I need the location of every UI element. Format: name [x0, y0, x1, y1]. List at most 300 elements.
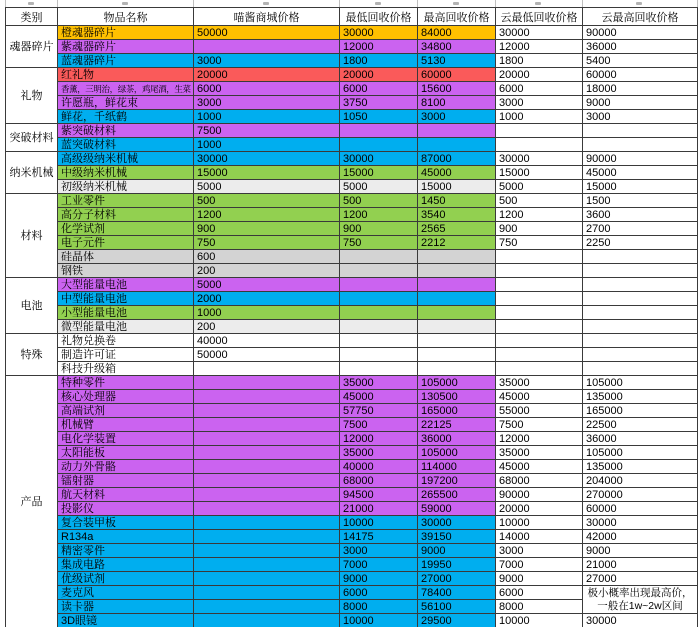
min-price-cell[interactable] — [340, 278, 418, 292]
mall-price-cell[interactable] — [194, 446, 340, 460]
min-price-cell[interactable]: 9000 — [340, 572, 418, 586]
cloud-min-price-cell[interactable]: 3000 — [496, 96, 583, 110]
item-name-cell[interactable]: 工业零件 — [58, 194, 194, 208]
min-price-cell[interactable]: 35000 — [340, 446, 418, 460]
max-price-cell[interactable] — [418, 320, 496, 334]
min-price-cell[interactable]: 500 — [340, 194, 418, 208]
mall-price-cell[interactable]: 50000 — [194, 348, 340, 362]
table-row — [6, 124, 698, 138]
cloud-min-price-cell[interactable]: 3000 — [496, 544, 583, 558]
max-price-cell[interactable]: 5130 — [418, 54, 496, 68]
cloud-min-price-cell[interactable] — [496, 250, 583, 264]
min-price-cell[interactable] — [340, 362, 418, 376]
item-name-cell[interactable]: 动力外骨骼 — [58, 460, 194, 474]
cloud-max-price-cell[interactable] — [583, 264, 698, 278]
cloud-min-price-cell[interactable]: 15000 — [496, 166, 583, 180]
table-row — [6, 614, 698, 627]
min-price-cell[interactable]: 6000 — [340, 82, 418, 96]
max-price-cell[interactable]: 84000 — [418, 26, 496, 40]
mall-price-cell[interactable]: 50000 — [194, 26, 340, 40]
gridline — [5, 0, 6, 7]
col-header-mall-price[interactable]: 喵酱商城价格 — [194, 8, 340, 26]
mall-price-cell[interactable] — [194, 544, 340, 558]
min-price-cell[interactable]: 12000 — [340, 432, 418, 446]
cloud-max-price-cell[interactable]: 9000 — [583, 96, 698, 110]
cloud-max-price-cell[interactable]: 3000 — [583, 110, 698, 124]
min-price-cell[interactable]: 1200 — [340, 208, 418, 222]
max-price-cell[interactable] — [418, 250, 496, 264]
item-name-cell[interactable]: 机械臂 — [58, 418, 194, 432]
item-name-cell[interactable]: R134a — [58, 530, 194, 544]
item-name-cell[interactable]: 镭射器 — [58, 474, 194, 488]
cloud-max-price-cell[interactable]: 45000 — [583, 166, 698, 180]
min-price-cell[interactable] — [340, 138, 418, 152]
table-row — [6, 404, 698, 418]
min-price-cell[interactable] — [340, 264, 418, 278]
min-price-cell[interactable]: 3000 — [340, 544, 418, 558]
max-price-cell[interactable]: 105000 — [418, 446, 496, 460]
cloud-min-price-cell[interactable] — [496, 306, 583, 320]
cloud-min-price-cell[interactable]: 1000 — [496, 110, 583, 124]
col-header-cloud-max-price[interactable]: 云最高回收价格 — [583, 8, 698, 26]
max-price-cell[interactable] — [418, 278, 496, 292]
max-price-cell[interactable]: 59000 — [418, 502, 496, 516]
max-price-cell[interactable]: 2212 — [418, 236, 496, 250]
category-cell[interactable]: 突破材料 — [6, 124, 58, 152]
min-price-cell[interactable]: 35000 — [340, 376, 418, 390]
item-name-cell[interactable]: 高端试剂 — [58, 404, 194, 418]
max-price-cell[interactable]: 22125 — [418, 418, 496, 432]
item-name-cell[interactable]: 制造许可证 — [58, 348, 194, 362]
item-name-cell[interactable]: 3D眼镜 — [58, 614, 194, 627]
min-price-cell[interactable]: 30000 — [340, 26, 418, 40]
item-name-cell[interactable]: 许愿瓶，鲜花束 — [58, 96, 194, 110]
max-price-cell[interactable]: 1450 — [418, 194, 496, 208]
cloud-min-price-cell[interactable]: 10000 — [496, 614, 583, 627]
cloud-max-price-cell[interactable] — [583, 292, 698, 306]
cloud-max-price-cell[interactable]: 27000 — [583, 572, 698, 586]
table-row — [6, 180, 698, 194]
table-row — [6, 572, 698, 586]
item-name-cell[interactable]: 太阳能板 — [58, 446, 194, 460]
mall-price-cell[interactable] — [194, 572, 340, 586]
column-letter-fragment — [636, 2, 642, 5]
cloud-min-price-cell[interactable] — [496, 278, 583, 292]
max-price-cell[interactable]: 45000 — [418, 166, 496, 180]
item-name-cell[interactable]: 香薰，三明治，绿茶，鸡尾酒，生菜 — [58, 82, 194, 96]
cloud-max-price-cell[interactable]: 2700 — [583, 222, 698, 236]
max-price-cell[interactable]: 15600 — [418, 82, 496, 96]
mall-price-cell[interactable] — [194, 390, 340, 404]
max-price-cell[interactable]: 3000 — [418, 110, 496, 124]
cloud-max-price-cell[interactable]: 15000 — [583, 180, 698, 194]
cloud-max-price-cell[interactable]: 165000 — [583, 404, 698, 418]
mall-price-cell[interactable]: 1200 — [194, 208, 340, 222]
item-name-cell[interactable]: 中型能量电池 — [58, 292, 194, 306]
mall-price-cell[interactable] — [194, 488, 340, 502]
min-price-cell[interactable]: 5000 — [340, 180, 418, 194]
table-row — [6, 166, 698, 180]
note-cell[interactable] — [583, 586, 698, 614]
item-name-cell[interactable]: 蓝突破材料 — [58, 138, 194, 152]
table-row — [6, 586, 698, 600]
item-name-cell[interactable]: 特种零件 — [58, 376, 194, 390]
item-name-cell[interactable]: 钢铁 — [58, 264, 194, 278]
cloud-max-price-cell[interactable]: 270000 — [583, 488, 698, 502]
item-name-cell[interactable]: 紫突破材料 — [58, 124, 194, 138]
table-row — [6, 54, 698, 68]
cloud-max-price-cell[interactable]: 105000 — [583, 376, 698, 390]
table-row — [6, 250, 698, 264]
max-price-cell[interactable]: 165000 — [418, 404, 496, 418]
item-name-cell[interactable]: 高级级纳米机械 — [58, 152, 194, 166]
cloud-max-price-cell[interactable]: 36000 — [583, 40, 698, 54]
mall-price-cell[interactable] — [194, 502, 340, 516]
gridline — [697, 0, 698, 7]
max-price-cell[interactable]: 130500 — [418, 390, 496, 404]
cloud-min-price-cell[interactable]: 7500 — [496, 418, 583, 432]
min-price-cell[interactable]: 20000 — [340, 68, 418, 82]
max-price-cell[interactable]: 29500 — [418, 614, 496, 627]
cloud-min-price-cell[interactable]: 10000 — [496, 516, 583, 530]
column-letter-fragment — [453, 2, 459, 5]
cloud-max-price-cell[interactable] — [583, 306, 698, 320]
item-name-cell[interactable]: 中级纳米机械 — [58, 166, 194, 180]
cloud-min-price-cell[interactable]: 5000 — [496, 180, 583, 194]
cloud-max-price-cell[interactable]: 204000 — [583, 474, 698, 488]
category-cell[interactable]: 产品 — [6, 376, 58, 627]
min-price-cell[interactable]: 57750 — [340, 404, 418, 418]
item-name-cell[interactable]: 礼物兑换卷 — [58, 334, 194, 348]
min-price-cell[interactable]: 21000 — [340, 502, 418, 516]
min-price-cell[interactable] — [340, 306, 418, 320]
mall-price-cell[interactable]: 7500 — [194, 124, 340, 138]
mall-price-cell[interactable]: 1000 — [194, 306, 340, 320]
cloud-min-price-cell[interactable] — [496, 264, 583, 278]
max-price-cell[interactable] — [418, 362, 496, 376]
cloud-max-price-cell[interactable]: 60000 — [583, 502, 698, 516]
max-price-cell[interactable]: 114000 — [418, 460, 496, 474]
mall-price-cell[interactable] — [194, 614, 340, 627]
min-price-cell[interactable]: 10000 — [340, 516, 418, 530]
category-cell[interactable]: 礼物 — [6, 68, 58, 124]
min-price-cell[interactable]: 30000 — [340, 152, 418, 166]
cloud-min-price-cell[interactable] — [496, 292, 583, 306]
mall-price-cell[interactable]: 1000 — [194, 138, 340, 152]
mall-price-cell[interactable]: 600 — [194, 250, 340, 264]
cloud-min-price-cell[interactable] — [496, 348, 583, 362]
item-name-cell[interactable]: 集成电路 — [58, 558, 194, 572]
table-row — [6, 82, 698, 96]
item-name-cell[interactable]: 精密零件 — [58, 544, 194, 558]
min-price-cell[interactable]: 1800 — [340, 54, 418, 68]
cloud-min-price-cell[interactable]: 90000 — [496, 488, 583, 502]
max-price-cell[interactable]: 60000 — [418, 68, 496, 82]
item-name-cell[interactable]: 硅晶体 — [58, 250, 194, 264]
max-price-cell[interactable]: 105000 — [418, 376, 496, 390]
cloud-min-price-cell[interactable]: 30000 — [496, 26, 583, 40]
table-row — [6, 110, 698, 124]
cloud-max-price-cell[interactable]: 90000 — [583, 26, 698, 40]
mall-price-cell[interactable] — [194, 362, 340, 376]
max-price-cell[interactable]: 87000 — [418, 152, 496, 166]
item-name-cell[interactable]: 核心处理器 — [58, 390, 194, 404]
min-price-cell[interactable]: 15000 — [340, 166, 418, 180]
cloud-max-price-cell[interactable]: 135000 — [583, 460, 698, 474]
max-price-cell[interactable] — [418, 124, 496, 138]
cloud-min-price-cell[interactable]: 20000 — [496, 502, 583, 516]
cloud-min-price-cell[interactable] — [496, 334, 583, 348]
mall-price-cell[interactable]: 200 — [194, 264, 340, 278]
mall-price-cell[interactable]: 5000 — [194, 278, 340, 292]
mall-price-cell[interactable] — [194, 586, 340, 600]
cloud-max-price-cell[interactable]: 1500 — [583, 194, 698, 208]
min-price-cell[interactable] — [340, 124, 418, 138]
min-price-cell[interactable]: 12000 — [340, 40, 418, 54]
table-row — [6, 418, 698, 432]
min-price-cell[interactable]: 7000 — [340, 558, 418, 572]
mall-price-cell[interactable]: 20000 — [194, 68, 340, 82]
cloud-min-price-cell[interactable]: 35000 — [496, 446, 583, 460]
cloud-max-price-cell[interactable]: 5400 — [583, 54, 698, 68]
mall-price-cell[interactable] — [194, 558, 340, 572]
cloud-min-price-cell[interactable]: 500 — [496, 194, 583, 208]
category-cell[interactable]: 特殊 — [6, 334, 58, 376]
category-cell[interactable]: 纳米机械 — [6, 152, 58, 194]
column-letter-fragment — [375, 2, 381, 5]
min-price-cell[interactable] — [340, 348, 418, 362]
table-row — [6, 376, 698, 390]
cloud-max-price-cell[interactable] — [583, 124, 698, 138]
cloud-min-price-cell[interactable]: 14000 — [496, 530, 583, 544]
item-name-cell[interactable]: 微型能量电池 — [58, 320, 194, 334]
mall-price-cell[interactable]: 3000 — [194, 54, 340, 68]
mall-price-cell[interactable]: 5000 — [194, 180, 340, 194]
mall-price-cell[interactable]: 750 — [194, 236, 340, 250]
item-name-cell[interactable]: 麦克风 — [58, 586, 194, 600]
cloud-max-price-cell[interactable]: 21000 — [583, 558, 698, 572]
cloud-max-price-cell[interactable] — [583, 362, 698, 376]
item-name-cell[interactable]: 红礼物 — [58, 68, 194, 82]
cloud-min-price-cell[interactable]: 12000 — [496, 40, 583, 54]
item-name-cell[interactable]: 鲜花，千纸鹤 — [58, 110, 194, 124]
cloud-min-price-cell[interactable]: 750 — [496, 236, 583, 250]
cloud-max-price-cell[interactable] — [583, 138, 698, 152]
mall-price-cell[interactable] — [194, 516, 340, 530]
max-price-cell[interactable]: 36000 — [418, 432, 496, 446]
min-price-cell[interactable]: 45000 — [340, 390, 418, 404]
mall-price-cell[interactable] — [194, 418, 340, 432]
max-price-cell[interactable]: 9000 — [418, 544, 496, 558]
cloud-min-price-cell[interactable]: 68000 — [496, 474, 583, 488]
min-price-cell[interactable]: 1050 — [340, 110, 418, 124]
max-price-cell[interactable]: 2565 — [418, 222, 496, 236]
item-name-cell[interactable]: 初级纳米机械 — [58, 180, 194, 194]
max-price-cell[interactable]: 3540 — [418, 208, 496, 222]
cloud-min-price-cell[interactable] — [496, 320, 583, 334]
note-line: 一般在1w~2w区间 — [597, 599, 683, 612]
cloud-min-price-cell[interactable]: 8000 — [496, 600, 583, 614]
mall-price-cell[interactable] — [194, 474, 340, 488]
min-price-cell[interactable]: 750 — [340, 236, 418, 250]
col-header-max-price[interactable]: 最高回收价格 — [418, 8, 496, 26]
mall-price-cell[interactable] — [194, 432, 340, 446]
max-price-cell[interactable] — [418, 306, 496, 320]
min-price-cell[interactable]: 14175 — [340, 530, 418, 544]
min-price-cell[interactable] — [340, 250, 418, 264]
max-price-cell[interactable]: 34800 — [418, 40, 496, 54]
min-price-cell[interactable] — [340, 334, 418, 348]
max-price-cell[interactable]: 19950 — [418, 558, 496, 572]
mall-price-cell[interactable]: 6000 — [194, 82, 340, 96]
cloud-max-price-cell[interactable]: 18000 — [583, 82, 698, 96]
item-name-cell[interactable]: 化学试剂 — [58, 222, 194, 236]
table-row — [6, 194, 698, 208]
cloud-max-price-cell[interactable]: 9000 — [583, 544, 698, 558]
cloud-min-price-cell[interactable] — [496, 138, 583, 152]
mall-price-cell[interactable]: 3000 — [194, 96, 340, 110]
cloud-min-price-cell[interactable]: 12000 — [496, 432, 583, 446]
col-header-item-name[interactable]: 物品名称 — [58, 8, 194, 26]
max-price-cell[interactable]: 197200 — [418, 474, 496, 488]
cloud-max-price-cell[interactable] — [583, 250, 698, 264]
max-price-cell[interactable]: 27000 — [418, 572, 496, 586]
item-name-cell[interactable]: 航天材料 — [58, 488, 194, 502]
cloud-max-price-cell[interactable]: 30000 — [583, 516, 698, 530]
item-name-cell[interactable]: 读卡器 — [58, 600, 194, 614]
item-name-cell[interactable]: 紫魂器碎片 — [58, 40, 194, 54]
item-name-cell[interactable]: 小型能量电池 — [58, 306, 194, 320]
gridline — [582, 0, 583, 7]
table-row — [6, 362, 698, 376]
cloud-min-price-cell[interactable]: 45000 — [496, 460, 583, 474]
max-price-cell[interactable] — [418, 348, 496, 362]
max-price-cell[interactable]: 78400 — [418, 586, 496, 600]
min-price-cell[interactable]: 10000 — [340, 614, 418, 627]
max-price-cell[interactable] — [418, 264, 496, 278]
cloud-min-price-cell[interactable]: 900 — [496, 222, 583, 236]
category-cell[interactable]: 材料 — [6, 194, 58, 278]
min-price-cell[interactable]: 3750 — [340, 96, 418, 110]
mall-price-cell[interactable]: 2000 — [194, 292, 340, 306]
item-name-cell[interactable]: 高分子材料 — [58, 208, 194, 222]
min-price-cell[interactable] — [340, 292, 418, 306]
item-name-cell[interactable]: 复合装甲板 — [58, 516, 194, 530]
cloud-max-price-cell[interactable]: 90000 — [583, 152, 698, 166]
cloud-min-price-cell[interactable]: 7000 — [496, 558, 583, 572]
cloud-min-price-cell[interactable]: 35000 — [496, 376, 583, 390]
mall-price-cell[interactable] — [194, 600, 340, 614]
max-price-cell[interactable]: 15000 — [418, 180, 496, 194]
min-price-cell[interactable]: 8000 — [340, 600, 418, 614]
category-cell[interactable]: 魂器碎片 — [6, 26, 58, 68]
cloud-min-price-cell[interactable]: 20000 — [496, 68, 583, 82]
cloud-max-price-cell[interactable] — [583, 320, 698, 334]
cloud-min-price-cell[interactable]: 6000 — [496, 586, 583, 600]
mall-price-cell[interactable]: 30000 — [194, 152, 340, 166]
cloud-max-price-cell[interactable]: 22500 — [583, 418, 698, 432]
gridline — [417, 0, 418, 7]
max-price-cell[interactable]: 265500 — [418, 488, 496, 502]
cloud-max-price-cell[interactable] — [583, 278, 698, 292]
mall-price-cell[interactable] — [194, 376, 340, 390]
min-price-cell[interactable] — [340, 320, 418, 334]
mall-price-cell[interactable] — [194, 40, 340, 54]
cloud-max-price-cell[interactable]: 36000 — [583, 432, 698, 446]
cloud-max-price-cell[interactable]: 42000 — [583, 530, 698, 544]
cloud-max-price-cell[interactable]: 135000 — [583, 390, 698, 404]
mall-price-cell[interactable]: 200 — [194, 320, 340, 334]
max-price-cell[interactable]: 30000 — [418, 516, 496, 530]
cloud-max-price-cell[interactable]: 60000 — [583, 68, 698, 82]
min-price-cell[interactable]: 900 — [340, 222, 418, 236]
cloud-min-price-cell[interactable]: 55000 — [496, 404, 583, 418]
item-name-cell[interactable]: 蓝魂器碎片 — [58, 54, 194, 68]
table-row — [6, 502, 698, 516]
item-name-cell[interactable]: 橙魂器碎片 — [58, 26, 194, 40]
mall-price-cell[interactable] — [194, 460, 340, 474]
cloud-min-price-cell[interactable] — [496, 124, 583, 138]
item-name-cell[interactable]: 投影仪 — [58, 502, 194, 516]
cloud-max-price-cell[interactable]: 3600 — [583, 208, 698, 222]
item-name-cell[interactable]: 电化学装置 — [58, 432, 194, 446]
cloud-min-price-cell[interactable]: 45000 — [496, 390, 583, 404]
mall-price-cell[interactable]: 40000 — [194, 334, 340, 348]
cloud-min-price-cell[interactable]: 9000 — [496, 572, 583, 586]
col-header-category[interactable]: 类别 — [6, 8, 58, 26]
item-name-cell[interactable]: 大型能量电池 — [58, 278, 194, 292]
cloud-max-price-cell[interactable]: 105000 — [583, 446, 698, 460]
mall-price-cell[interactable]: 1000 — [194, 110, 340, 124]
max-price-cell[interactable]: 56100 — [418, 600, 496, 614]
cloud-max-price-cell[interactable] — [583, 334, 698, 348]
item-name-cell[interactable]: 电子元件 — [58, 236, 194, 250]
min-price-cell[interactable]: 6000 — [340, 586, 418, 600]
cloud-max-price-cell[interactable]: 2250 — [583, 236, 698, 250]
col-header-cloud-min-price[interactable]: 云最低回收价格 — [496, 8, 583, 26]
price-table — [5, 7, 698, 627]
category-cell[interactable]: 电池 — [6, 278, 58, 334]
mall-price-cell[interactable]: 500 — [194, 194, 340, 208]
cloud-min-price-cell[interactable] — [496, 362, 583, 376]
table-row — [6, 222, 698, 236]
min-price-cell[interactable]: 40000 — [340, 460, 418, 474]
min-price-cell[interactable]: 94500 — [340, 488, 418, 502]
item-name-cell[interactable]: 优级试剂 — [58, 572, 194, 586]
mall-price-cell[interactable] — [194, 530, 340, 544]
table-row — [6, 264, 698, 278]
cloud-min-price-cell[interactable]: 30000 — [496, 152, 583, 166]
mall-price-cell[interactable]: 15000 — [194, 166, 340, 180]
mall-price-cell[interactable] — [194, 404, 340, 418]
min-price-cell[interactable]: 7500 — [340, 418, 418, 432]
col-header-min-price[interactable]: 最低回收价格 — [340, 8, 418, 26]
max-price-cell[interactable] — [418, 292, 496, 306]
header-row — [6, 8, 698, 26]
max-price-cell[interactable]: 8100 — [418, 96, 496, 110]
max-price-cell[interactable] — [418, 138, 496, 152]
cloud-min-price-cell[interactable]: 1200 — [496, 208, 583, 222]
min-price-cell[interactable]: 68000 — [340, 474, 418, 488]
cloud-max-price-cell[interactable]: 30000 — [583, 614, 698, 627]
mall-price-cell[interactable]: 900 — [194, 222, 340, 236]
cloud-max-price-cell[interactable] — [583, 348, 698, 362]
max-price-cell[interactable]: 39150 — [418, 530, 496, 544]
max-price-cell[interactable] — [418, 334, 496, 348]
cloud-min-price-cell[interactable]: 6000 — [496, 82, 583, 96]
cloud-min-price-cell[interactable]: 1800 — [496, 54, 583, 68]
item-name-cell[interactable]: 科技升级箱 — [58, 362, 194, 376]
